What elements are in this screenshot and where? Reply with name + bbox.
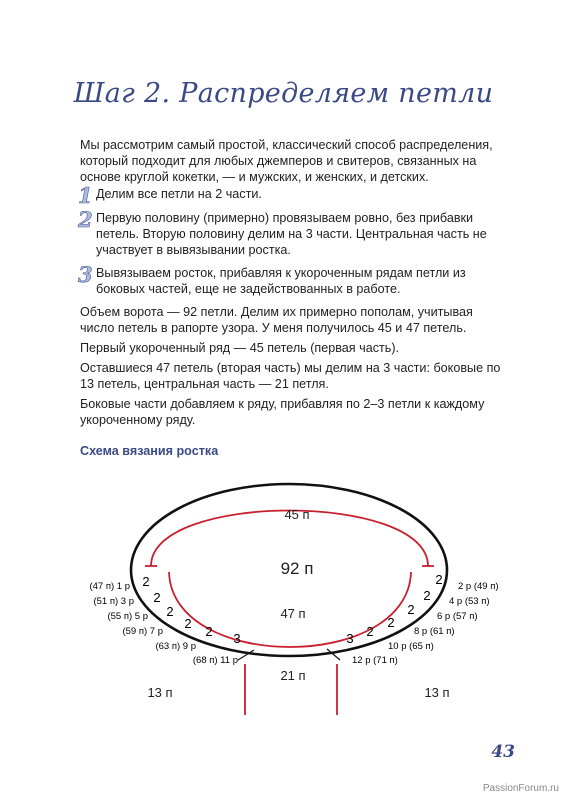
step-number-icon: 1	[78, 183, 93, 208]
total-stitch-label: 92 п	[280, 559, 314, 578]
right-row-label: 12 р (71 п)	[352, 655, 398, 666]
page-number: 43	[491, 742, 515, 762]
inner-stitch-label: 47 п	[280, 606, 306, 621]
left-row-label: (63 п) 9 р	[155, 641, 196, 652]
scheme-heading: Схема вязания ростка	[80, 444, 219, 458]
body-paragraph: Первый укороченный ряд — 45 петель (первая часть).	[80, 341, 400, 355]
right-increment: 2	[407, 602, 415, 617]
right-increment: 2	[387, 615, 395, 630]
left-increment: 2	[142, 574, 150, 589]
left-increment: 2	[184, 616, 192, 631]
left-increment: 3	[233, 631, 241, 646]
top-stitch-label: 45 п	[284, 507, 310, 522]
body-paragraph: Объем ворота — 92 петли. Делим их примерно пополам, учитывая число петель в рапорте узора. У меня получилось 45 и 47 петель.	[80, 305, 473, 335]
right-increment: 2	[435, 572, 443, 587]
knitting-scheme-diagram	[0, 470, 567, 720]
right-row-label: 2 р (49 п)	[458, 581, 499, 592]
left-row-label: (47 п) 1 р	[89, 581, 130, 592]
body-paragraph: Оставшиеся 47 петель (вторая часть) мы делим на 3 части: боковые по 13 петель, центральная часть — 21 петля.	[80, 361, 501, 391]
page-title: Шаг 2. Распределяем петли	[73, 78, 494, 109]
right-side-label: 13 п	[424, 685, 450, 700]
step-text: Первую половину (примерно) провязываем ровно, без прибавки петель. Вторую половину делим на 3 части. Центральная часть не участвует в вывязывании ростка.	[96, 211, 487, 257]
step-number-icon: 2	[78, 207, 93, 232]
right-increment: 3	[346, 631, 354, 646]
right-row-label: 4 р (53 п)	[449, 596, 490, 607]
bottom-stitch-label: 21 п	[280, 668, 306, 683]
step-text: Вывязываем росток, прибавляя к укороченным рядам петли из боковых частей, еще не задействованных в работе.	[96, 266, 466, 296]
right-row-label: 8 р (61 п)	[414, 626, 455, 637]
right-increment: 2	[423, 588, 431, 603]
left-increment: 2	[205, 624, 213, 639]
left-side-label: 13 п	[147, 685, 173, 700]
left-row-label: (55 п) 5 р	[107, 611, 148, 622]
body-paragraph: Боковые части добавляем к ряду, прибавляя по 2–3 петли к каждому укороченному ряду.	[80, 397, 485, 427]
right-row-label: 10 р (65 п)	[388, 641, 434, 652]
left-increment: 2	[166, 604, 174, 619]
right-row-label: 6 р (57 п)	[437, 611, 478, 622]
left-row-label: (51 п) 3 р	[93, 596, 134, 607]
left-increment: 2	[153, 590, 161, 605]
left-row-label: (59 п) 7 р	[122, 626, 163, 637]
step-number-icon: 3	[78, 262, 93, 287]
watermark: PassionForum.ru	[482, 783, 559, 794]
intro-paragraph: Мы рассмотрим самый простой, классический способ распределения, который подходит для любых джемперов и свитеров, связанных на основе круглой кокетки, — и мужских, и женских, и детских.	[80, 138, 493, 184]
right-increment: 2	[366, 624, 374, 639]
left-row-label: (68 п) 11 р	[192, 655, 238, 666]
step-text: Делим все петли на 2 части.	[96, 187, 262, 201]
